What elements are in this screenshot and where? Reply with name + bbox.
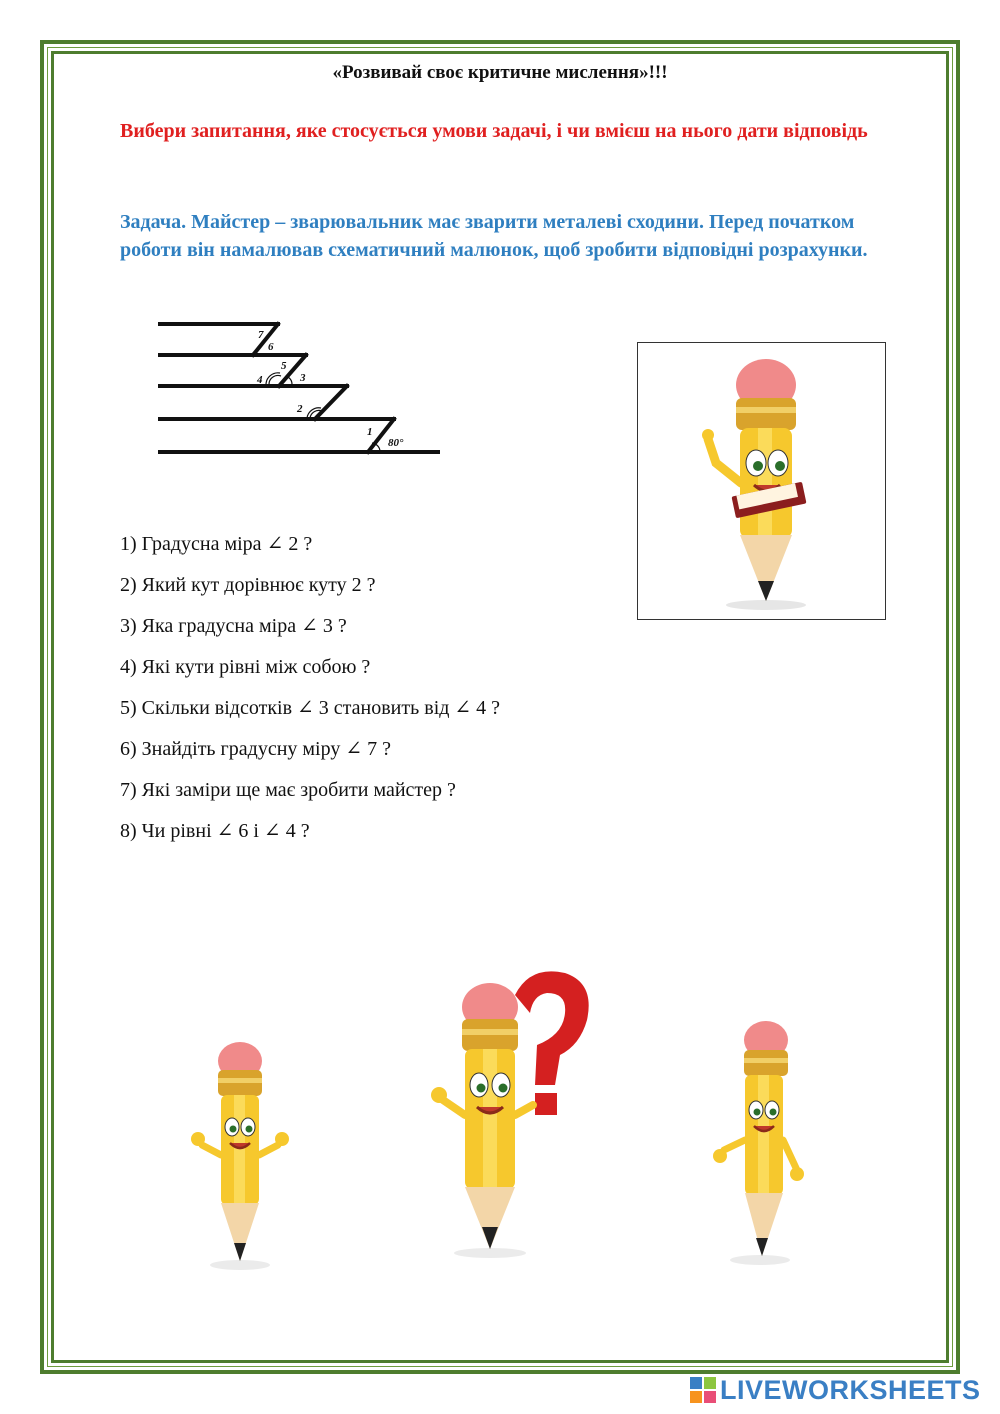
angle-label-4: 4 <box>257 374 263 386</box>
question-item: 6) Знайдіть градусну міру ∠ 7 ? <box>120 738 391 760</box>
angle-label-1: 1 <box>367 426 373 438</box>
question-list <box>120 530 500 858</box>
staircase-diagram <box>150 315 450 465</box>
question-item: 5) Скільки відсотків ∠ 3 становить від ∠ 4 ? <box>120 697 501 719</box>
pencil-reading-picture <box>637 342 886 620</box>
liveworksheets-brand[interactable] <box>690 1372 981 1408</box>
pencil-thumbs-up-illustration <box>180 1035 300 1275</box>
question-item: 1) Градусна міра ∠ 2 ? <box>120 533 313 555</box>
angle-label-7: 7 <box>258 329 264 341</box>
brand-name: LIVEWORKSHEETS <box>720 1374 981 1405</box>
angle-label-80: 80° <box>388 437 404 449</box>
page-title: «Розвивай своє критичне мислення»!!! <box>332 62 668 83</box>
pencil-question-illustration <box>415 965 595 1265</box>
angle-label-6: 6 <box>268 341 274 353</box>
pencil-pointing-illustration <box>700 1010 820 1270</box>
instruction-text: Вибери запитання, яке стосується умови задачі, і чи вмієш на нього дати відповідь <box>120 120 868 142</box>
question-item: 7) Які заміри ще має зробити майстер ? <box>120 779 456 801</box>
angle-label-3: 3 <box>300 372 306 384</box>
pencil-reading-illustration <box>638 343 884 618</box>
question-item: 8) Чи рівні ∠ 6 і ∠ 4 ? <box>120 820 310 842</box>
question-item: 2) Який кут дорівнює куту 2 ? <box>120 574 376 596</box>
liveworksheets-logo-icon <box>690 1377 716 1403</box>
angle-label-2: 2 <box>297 403 303 415</box>
angle-label-5: 5 <box>281 360 287 372</box>
task-text: Задача. Майстер – зварювальник має зварити металеві сходини. Перед початком роботи він намалював схематичний малюнок, щоб зробити відповідні розрахунки. <box>120 211 868 261</box>
question-item: 4) Які кути рівні між собою ? <box>120 656 371 678</box>
question-item: 3) Яка градусна міра ∠ 3 ? <box>120 615 347 637</box>
